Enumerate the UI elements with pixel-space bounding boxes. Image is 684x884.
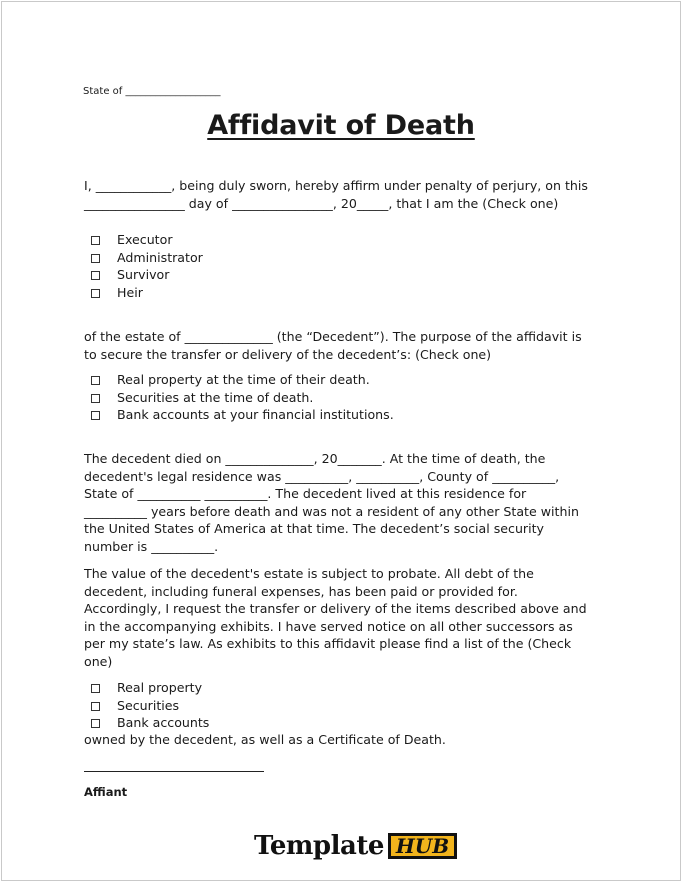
probate-line: one): [84, 653, 113, 669]
templatehub-logo: [254, 828, 457, 864]
role-option[interactable]: [91, 284, 203, 302]
death-details-line: State of __________ __________. The decedent lived at this residence for: [84, 486, 527, 502]
checkbox[interactable]: [91, 271, 100, 280]
intro-line: ________________ day of ________________, 20_____, that I am the (Check one): [84, 195, 559, 211]
checkbox[interactable]: [91, 289, 100, 298]
transfer-option-label: Real property at the time of their death.: [117, 372, 370, 387]
exhibit-checklist: [91, 679, 209, 732]
role-option[interactable]: [91, 266, 203, 284]
estate-line: to secure the transfer or delivery of the decedent’s: (Check one): [84, 346, 492, 362]
death-details-line: decedent's legal residence was __________, __________, County of __________,: [84, 468, 560, 484]
transfer-option-label: Bank accounts at your financial institutions.: [117, 407, 394, 422]
state-line: State of ___________________: [83, 86, 221, 97]
estate-paragraph: [84, 328, 614, 363]
role-option-label: Administrator: [117, 249, 203, 265]
estate-line: of the estate of ______________ (the “Decedent”). The purpose of the affidavit is: [84, 329, 582, 344]
exhibit-option[interactable]: [91, 697, 209, 715]
death-details-paragraph: [84, 450, 614, 556]
intro-line: I, ____________, being duly sworn, hereby affirm under penalty of perjury, on this: [84, 178, 588, 193]
probate-line: The value of the decedent's estate is subject to probate. All debt of the: [84, 566, 534, 581]
role-option-label: Executor: [117, 232, 173, 247]
checkbox[interactable]: [91, 411, 100, 420]
role-option[interactable]: [91, 231, 203, 249]
logo-word: Template: [254, 831, 384, 861]
affiant-label: Affiant: [84, 785, 128, 799]
logo-badge: [388, 833, 457, 859]
closing-line: owned by the decedent, as well as a Certificate of Death.: [84, 732, 446, 747]
role-option[interactable]: [91, 249, 203, 267]
checkbox[interactable]: [91, 254, 100, 263]
document-title: Affidavit of Death: [207, 110, 475, 141]
transfer-option[interactable]: [91, 371, 394, 389]
logo-badge-text: HUB: [395, 834, 450, 858]
signature-line: [84, 771, 264, 772]
transfer-option-label: Securities at the time of death.: [117, 389, 314, 405]
checkbox[interactable]: [91, 684, 100, 693]
transfer-checklist: [91, 371, 394, 424]
exhibit-option-label: Securities: [117, 697, 180, 713]
death-details-line: the United States of America at that time. The decedent’s social security: [84, 521, 545, 537]
exhibit-option-label: Bank accounts: [117, 715, 210, 730]
death-details-line: The decedent died on ______________, 20_______. At the time of death, the: [84, 451, 546, 466]
death-details-line: number is __________.: [84, 538, 219, 554]
exhibit-option[interactable]: [91, 679, 209, 697]
checkbox[interactable]: [91, 376, 100, 385]
checkbox[interactable]: [91, 236, 100, 245]
probate-line: Accordingly, I request the transfer or delivery of the items described above and: [84, 601, 587, 617]
role-option-label: Survivor: [117, 267, 170, 282]
intro-paragraph: [84, 177, 614, 212]
checkbox[interactable]: [91, 719, 100, 728]
transfer-option[interactable]: [91, 406, 394, 424]
role-checklist: [91, 231, 203, 301]
closing-paragraph: [84, 731, 614, 749]
probate-line: per my state’s law. As exhibits to this affidavit please find a list of the (Check: [84, 636, 572, 652]
probate-line: decedent, including funeral expenses, has been paid or provided for.: [84, 583, 518, 599]
document-page: [1, 1, 681, 881]
death-details-line: __________ years before death and was not a resident of any other State within: [84, 503, 579, 519]
exhibit-option[interactable]: [91, 714, 209, 732]
checkbox[interactable]: [91, 394, 100, 403]
checkbox[interactable]: [91, 702, 100, 711]
probate-line: in the accompanying exhibits. I have served notice on all other successors as: [84, 618, 573, 634]
exhibit-option-label: Real property: [117, 680, 203, 695]
role-option-label: Heir: [117, 284, 143, 300]
probate-paragraph: [84, 565, 614, 671]
transfer-option[interactable]: [91, 389, 394, 407]
